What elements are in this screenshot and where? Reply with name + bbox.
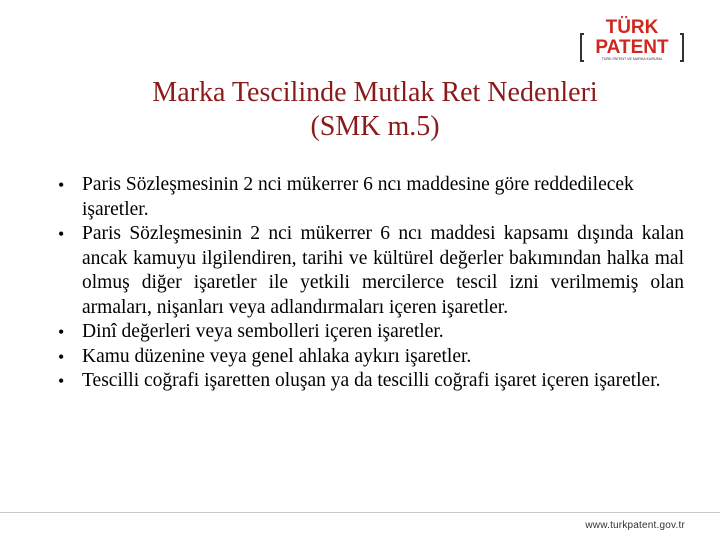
- bullet-text: Paris Sözleşmesinin 2 nci mükerrer 6 ncı maddesine göre reddedilecek işaretler.: [82, 174, 634, 220]
- bullet-item: [58, 222, 684, 320]
- bullet-text: Paris Sözleşmesinin 2 nci mükerrer 6 ncı maddesi kapsamı dışında kalan ancak kamuyu ilgilendiren, tarihi ve kültürel değerler bakımından halka mal olmuş diğer işaretler ile yetkili mercilerce tescil izni verilmemiş olan armaları, nişanları veya adlandırmaları içeren işaretler.: [82, 223, 684, 318]
- slide-title-line1: Marka Tescilinde Mutlak Ret Nedenleri: [152, 77, 598, 108]
- footer-url[interactable]: www.turkpatent.gov.tr: [585, 520, 685, 531]
- bullet-dot: •: [58, 224, 65, 244]
- slide-title: [60, 76, 690, 144]
- bullet-list: [58, 173, 684, 394]
- bullet-text: Dinî değerleri veya sembolleri içeren işaretler.: [82, 321, 444, 342]
- bullet-text: Kamu düzenine veya genel ahlaka aykırı işaretler.: [82, 345, 472, 367]
- bullet-item: [58, 369, 684, 394]
- bullet-item: [58, 173, 684, 222]
- bullet-item: [58, 345, 684, 370]
- logo-bottom-text: PATENT: [595, 37, 669, 58]
- turkpatent-logo: [580, 14, 684, 64]
- slide-title-line2: (SMK m.5): [310, 111, 440, 142]
- bullet-item: [58, 320, 684, 345]
- bullet-text: Tescilli coğrafi işaretten oluşan ya da tescilli coğrafi işaret içeren işaretler.: [82, 370, 661, 391]
- bullet-dot: •: [58, 322, 65, 342]
- footer-divider: [0, 512, 720, 513]
- logo-top-text: TÜRK: [605, 17, 659, 38]
- bullet-dot: •: [58, 175, 65, 195]
- bullet-dot: •: [58, 346, 65, 367]
- logo-tagline: TÜRK PATENT VE MARKA KURUMU: [601, 57, 663, 61]
- bullet-dot: •: [58, 371, 65, 391]
